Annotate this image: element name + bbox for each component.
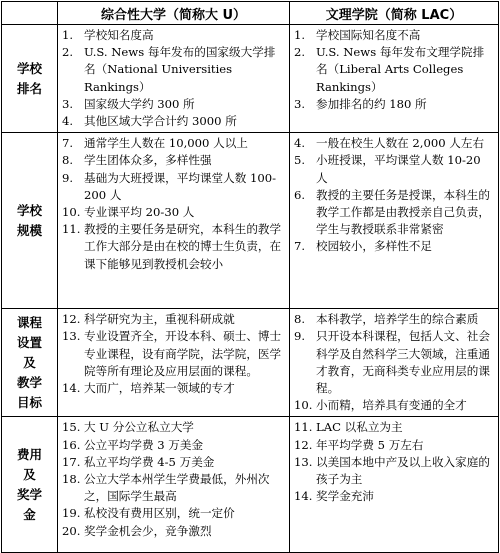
item-number: 2. bbox=[62, 45, 74, 60]
item-text: 通常学生人数在 10,000 人以上 bbox=[84, 136, 248, 151]
item-text: 只开设本科课程，包括人文、社会科学及自然科学三大领域，注重通才教育，无商科类专业应用层的课程。 bbox=[316, 329, 490, 396]
list-item bbox=[62, 113, 285, 130]
comparison-table bbox=[1, 1, 499, 553]
item-text: 公立平均学费 3 万美金 bbox=[84, 437, 204, 452]
header-blank-cell bbox=[2, 2, 58, 25]
header-university: 综合性大学（简称大 U） bbox=[58, 2, 290, 25]
list-item bbox=[294, 187, 494, 239]
item-number: 19. bbox=[62, 506, 81, 521]
comparison-table-wrapper bbox=[1, 1, 498, 547]
item-number: 13. bbox=[294, 454, 313, 469]
item-text: U.S. News 每年发布的国家级大学排名（National Universities Rankings） bbox=[84, 45, 276, 94]
item-text: 学校知名度高 bbox=[84, 28, 154, 42]
list-item bbox=[294, 419, 494, 436]
category-label-line: 课程 bbox=[16, 314, 42, 330]
item-number: 6. bbox=[294, 187, 306, 202]
item-number: 11. bbox=[62, 222, 81, 237]
list-item bbox=[62, 221, 285, 273]
list-item bbox=[62, 204, 285, 221]
item-text: LAC 以私立为主 bbox=[316, 420, 403, 435]
item-list bbox=[290, 417, 498, 507]
lac-cell bbox=[290, 417, 499, 553]
item-list bbox=[58, 309, 289, 399]
lac-cell bbox=[290, 309, 499, 417]
item-number: 15. bbox=[62, 420, 81, 435]
item-number: 14. bbox=[294, 489, 313, 504]
list-item bbox=[62, 437, 285, 454]
item-number: 7. bbox=[62, 136, 74, 151]
item-number: 13. bbox=[62, 329, 81, 344]
list-item bbox=[294, 152, 494, 186]
item-text: 专业课平均 20-30 人 bbox=[84, 205, 195, 220]
item-number: 9. bbox=[62, 170, 74, 185]
item-text: 大 U 分公立私立大学 bbox=[84, 420, 194, 435]
university-cell bbox=[58, 133, 290, 309]
item-number: 5. bbox=[294, 153, 306, 168]
item-number: 10. bbox=[294, 398, 313, 413]
list-item bbox=[62, 454, 285, 471]
item-text: 教授的主要任务是研究，本科生的教学工作大部分是由在校的博士生负责，在课下能够见到教授机会较小 bbox=[84, 222, 282, 271]
item-number: 20. bbox=[62, 523, 81, 538]
lac-cell bbox=[290, 25, 499, 133]
item-text: 公立大学本州学生学费最低，外州次之，国际学生最高 bbox=[84, 472, 270, 504]
list-item bbox=[62, 505, 285, 522]
item-list bbox=[58, 25, 289, 132]
university-cell bbox=[58, 309, 290, 417]
item-number: 14. bbox=[62, 381, 81, 396]
list-item bbox=[294, 311, 494, 328]
item-text: 小班授课，平均课堂人数 10-20 人 bbox=[316, 153, 481, 185]
item-text: 私校没有费用区别，统一定价 bbox=[84, 506, 235, 521]
list-item bbox=[62, 380, 285, 397]
category-cell bbox=[2, 133, 58, 309]
item-text: 奖学金机会少，竞争激烈 bbox=[84, 523, 212, 538]
item-text: 年平均学费 5 万左右 bbox=[316, 437, 424, 452]
university-cell bbox=[58, 25, 290, 133]
category-label-line: 学校 bbox=[16, 60, 42, 76]
item-text: 参加排名的约 180 所 bbox=[316, 96, 427, 111]
item-number: 10. bbox=[62, 205, 81, 220]
category-label-line: 排名 bbox=[16, 80, 42, 96]
category-label-line: 及 bbox=[23, 354, 36, 370]
category-label-line: 设置 bbox=[16, 334, 42, 350]
list-item bbox=[294, 238, 494, 255]
item-number: 18. bbox=[62, 472, 81, 487]
category-label-line: 及 bbox=[23, 466, 36, 482]
list-item bbox=[294, 96, 494, 113]
list-item bbox=[294, 135, 494, 152]
item-number: 2. bbox=[294, 45, 306, 60]
item-text: 校园较小，多样性不足 bbox=[316, 239, 432, 254]
university-cell bbox=[58, 417, 290, 553]
list-item bbox=[62, 523, 285, 540]
list-item bbox=[294, 27, 494, 44]
item-number: 3. bbox=[294, 96, 306, 111]
list-item bbox=[294, 454, 494, 488]
list-item bbox=[62, 419, 285, 436]
category-cell bbox=[2, 309, 58, 417]
item-number: 17. bbox=[62, 454, 81, 469]
list-item bbox=[294, 44, 494, 96]
item-number: 4. bbox=[294, 136, 306, 151]
list-item bbox=[62, 471, 285, 505]
list-item bbox=[62, 44, 285, 96]
list-item bbox=[62, 152, 285, 169]
category-label-line: 奖学 bbox=[16, 486, 42, 502]
item-number: 9. bbox=[294, 329, 306, 344]
item-text: 奖学金充沛 bbox=[316, 489, 374, 504]
item-text: 学生团体众多，多样性强 bbox=[84, 153, 212, 168]
category-label-line: 目标 bbox=[16, 394, 42, 410]
list-item bbox=[62, 311, 285, 328]
list-item bbox=[62, 170, 285, 204]
category-cell bbox=[2, 417, 58, 553]
item-text: 基础为大班授课，平均课堂人数 100-200 人 bbox=[84, 170, 277, 202]
table-body bbox=[2, 25, 499, 553]
item-number: 12. bbox=[62, 312, 81, 327]
table-row bbox=[2, 133, 499, 309]
category-label-line: 学校 bbox=[16, 202, 42, 218]
item-number: 4. bbox=[62, 114, 74, 129]
item-number: 12. bbox=[294, 437, 313, 452]
item-number: 8. bbox=[294, 312, 306, 327]
category-label-line: 费用 bbox=[16, 446, 42, 462]
item-number: 1. bbox=[294, 28, 306, 42]
item-text: 国家级大学约 300 所 bbox=[84, 96, 195, 111]
item-number: 3. bbox=[62, 96, 74, 111]
item-text: 学校国际知名度不高 bbox=[316, 28, 421, 42]
table-row bbox=[2, 25, 499, 133]
item-number: 8. bbox=[62, 153, 74, 168]
item-number: 1. bbox=[62, 28, 74, 42]
list-item bbox=[62, 27, 285, 44]
list-item bbox=[62, 328, 285, 380]
item-text: 其他区域大学合计约 3000 所 bbox=[84, 114, 237, 129]
item-list bbox=[58, 417, 289, 541]
item-text: 本科教学，培养学生的综合素质 bbox=[316, 312, 479, 327]
table-row bbox=[2, 309, 499, 417]
category-cell bbox=[2, 25, 58, 133]
item-text: 私立平均学费 4-5 万美金 bbox=[84, 454, 215, 469]
item-text: 以美国本地中产及以上收入家庭的孩子为主 bbox=[316, 454, 490, 487]
item-text: 一般在校生人数在 2,000 人左右 bbox=[316, 136, 485, 151]
item-list bbox=[290, 309, 498, 416]
list-item bbox=[294, 397, 494, 414]
item-number: 16. bbox=[62, 437, 81, 452]
header-lac: 文理学院（简称 LAC） bbox=[290, 2, 499, 25]
item-text: 大而广，培养某一领域的专才 bbox=[84, 381, 235, 396]
item-text: 专业设置齐全，开设本科、硕士、博士专业课程，设有商学院，法学院，医学院等所有理论及应用层面的课程。 bbox=[84, 329, 282, 378]
list-item bbox=[294, 488, 494, 505]
lac-cell bbox=[290, 133, 499, 309]
list-item bbox=[294, 437, 494, 454]
item-list bbox=[290, 133, 498, 257]
item-text: 科学研究为主，重视科研成就 bbox=[84, 312, 235, 327]
item-text: U.S. News 每年发布文理学院排名（Liberal Arts Colleges Rankings） bbox=[316, 45, 485, 94]
table-row bbox=[2, 417, 499, 553]
list-item bbox=[294, 328, 494, 397]
list-item bbox=[62, 135, 285, 152]
item-list bbox=[290, 25, 498, 115]
category-label-line: 规模 bbox=[16, 222, 42, 238]
category-label-line: 教学 bbox=[16, 374, 42, 390]
table-header-row bbox=[2, 2, 499, 25]
item-list bbox=[58, 133, 289, 275]
item-text: 小而精，培养具有变通的全才 bbox=[316, 398, 467, 413]
list-item bbox=[62, 96, 285, 113]
category-label-line: 金 bbox=[23, 506, 36, 522]
item-text: 教授的主要任务是授课，本科生的教学工作都是由教授亲自己负责，学生与教授联系非常紧密 bbox=[316, 187, 490, 237]
item-number: 11. bbox=[294, 420, 313, 435]
item-number: 7. bbox=[294, 239, 306, 254]
